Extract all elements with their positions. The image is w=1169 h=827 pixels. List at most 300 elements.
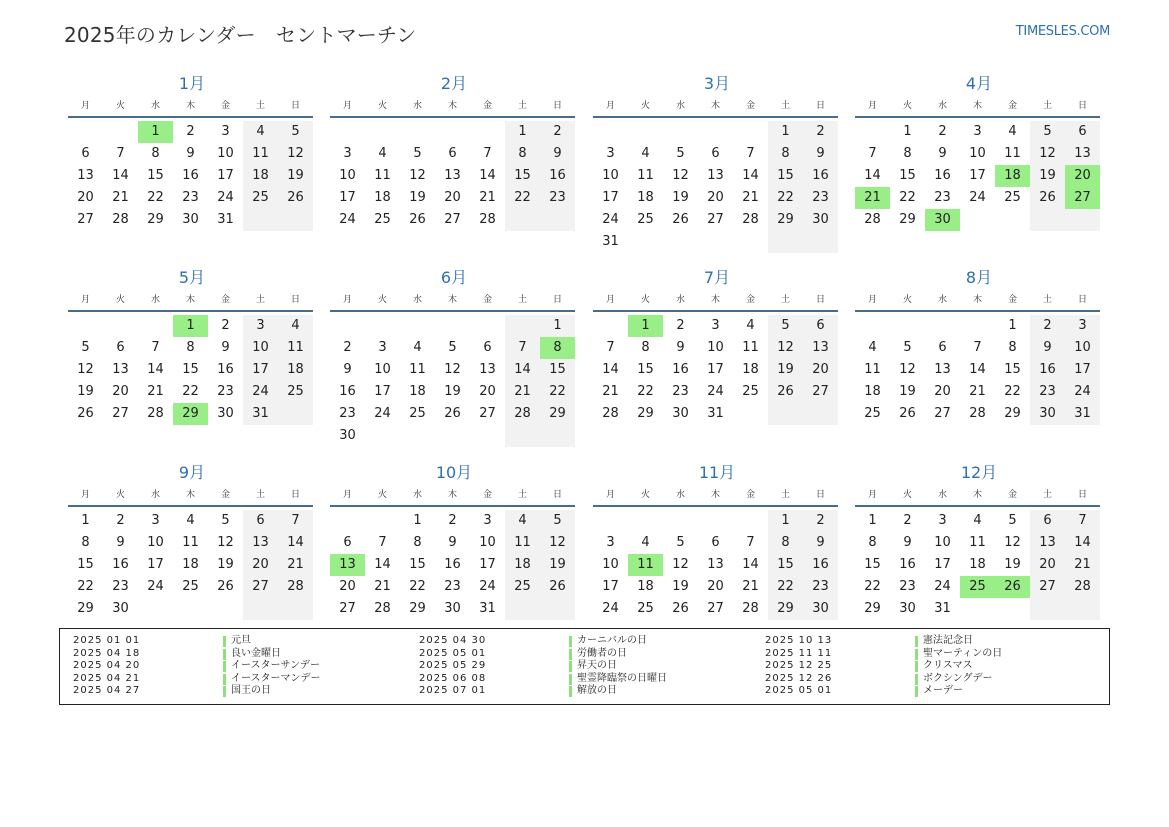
day-cell: 4 bbox=[413, 340, 422, 355]
weekday-label: 水 bbox=[150, 101, 160, 111]
weekday-header bbox=[330, 96, 575, 118]
holiday-day-cell: 25 bbox=[960, 576, 995, 598]
empty-cell bbox=[68, 315, 103, 337]
day-cell: 25 bbox=[505, 576, 540, 598]
day-cell: 14 bbox=[147, 362, 164, 377]
day-cell: 8 bbox=[768, 532, 803, 554]
day-cell: 16 bbox=[1030, 359, 1065, 381]
day-cell: 18 bbox=[278, 359, 313, 381]
weekday-header bbox=[855, 96, 1100, 118]
day-cell: 4 bbox=[505, 510, 540, 532]
weekday-header bbox=[855, 290, 1100, 312]
weekday-label: 土 bbox=[255, 490, 265, 500]
day-cell: 19 bbox=[1004, 557, 1021, 572]
day-cell: 16 bbox=[672, 362, 689, 377]
weekday-label: 日 bbox=[552, 101, 562, 111]
weekday-label: 日 bbox=[552, 295, 562, 305]
day-cell: 7 bbox=[868, 146, 877, 161]
day-cell: 25 bbox=[864, 406, 881, 421]
day-cell: 10 bbox=[243, 337, 278, 359]
day-cell: 23 bbox=[540, 187, 575, 209]
weekday-label: 月 bbox=[867, 295, 877, 305]
day-cell: 15 bbox=[768, 554, 803, 576]
day-cell: 30 bbox=[217, 406, 234, 421]
day-cell: 8 bbox=[768, 143, 803, 165]
day-cell: 30 bbox=[444, 601, 461, 616]
day-cell: 12 bbox=[1004, 535, 1021, 550]
day-cell: 14 bbox=[112, 168, 129, 183]
day-cell: 15 bbox=[182, 362, 199, 377]
day-cell: 5 bbox=[1030, 121, 1065, 143]
legend-row bbox=[765, 660, 1002, 673]
day-cell: 30 bbox=[803, 209, 838, 231]
day-cell: 12 bbox=[1030, 143, 1065, 165]
empty-cell bbox=[540, 425, 575, 447]
day-cell: 20 bbox=[1030, 554, 1065, 576]
holiday-marker bbox=[223, 636, 226, 647]
month-calendar bbox=[68, 72, 313, 231]
day-cell: 26 bbox=[768, 381, 803, 403]
day-cell: 20 bbox=[803, 359, 838, 381]
weekday-label: 日 bbox=[552, 490, 562, 500]
day-cell: 10 bbox=[1065, 337, 1100, 359]
day-cell: 29 bbox=[1004, 406, 1021, 421]
holiday-marker bbox=[915, 661, 918, 672]
empty-cell bbox=[663, 231, 698, 253]
day-cell: 23 bbox=[899, 579, 916, 594]
empty-cell bbox=[365, 425, 400, 447]
empty-cell bbox=[890, 315, 925, 337]
day-cell: 28 bbox=[742, 212, 759, 227]
weekday-label: 木 bbox=[710, 295, 720, 305]
holiday-legend bbox=[59, 628, 1110, 705]
weekday-label: 金 bbox=[482, 101, 492, 111]
day-cell: 13 bbox=[77, 168, 94, 183]
day-cell: 7 bbox=[746, 535, 755, 550]
weekday-label: 木 bbox=[185, 295, 195, 305]
month-calendar bbox=[593, 72, 838, 253]
day-cell: 9 bbox=[938, 146, 947, 161]
day-cell: 29 bbox=[77, 601, 94, 616]
day-cell: 25 bbox=[637, 601, 654, 616]
empty-cell bbox=[278, 598, 313, 620]
day-cell: 1 bbox=[903, 124, 912, 139]
empty-cell bbox=[593, 510, 628, 532]
empty-cell bbox=[540, 598, 575, 620]
day-cell: 13 bbox=[1030, 532, 1065, 554]
holiday-day-cell: 26 bbox=[995, 576, 1030, 598]
day-cell: 16 bbox=[540, 165, 575, 187]
day-cell: 13 bbox=[934, 362, 951, 377]
weekday-label: 火 bbox=[902, 101, 912, 111]
day-cell: 26 bbox=[672, 601, 689, 616]
day-cell: 30 bbox=[112, 601, 129, 616]
day-cell: 2 bbox=[221, 318, 230, 333]
day-cell: 2 bbox=[540, 121, 575, 143]
weekday-label: 土 bbox=[517, 295, 527, 305]
day-cell: 13 bbox=[707, 168, 724, 183]
month-name: 6月 bbox=[440, 268, 468, 287]
day-cell: 14 bbox=[374, 557, 391, 572]
day-cell: 30 bbox=[182, 212, 199, 227]
weekday-header bbox=[593, 290, 838, 312]
day-cell: 14 bbox=[479, 168, 496, 183]
weekday-label: 水 bbox=[675, 295, 685, 305]
weekday-label: 土 bbox=[1042, 295, 1052, 305]
weekday-label: 月 bbox=[342, 101, 352, 111]
day-cell: 5 bbox=[903, 340, 912, 355]
day-cell: 25 bbox=[243, 187, 278, 209]
empty-cell bbox=[278, 209, 313, 231]
day-cell: 16 bbox=[803, 554, 838, 576]
holiday-date: 2025 11 11 bbox=[765, 647, 833, 659]
empty-cell bbox=[505, 209, 540, 231]
day-cell: 3 bbox=[378, 340, 387, 355]
empty-cell bbox=[733, 510, 768, 532]
day-cell: 11 bbox=[374, 168, 391, 183]
day-cell: 19 bbox=[768, 359, 803, 381]
weekday-label: 木 bbox=[185, 101, 195, 111]
empty-cell bbox=[995, 209, 1030, 231]
day-cell: 29 bbox=[899, 212, 916, 227]
day-cell: 24 bbox=[147, 579, 164, 594]
day-cell: 4 bbox=[973, 513, 982, 528]
empty-cell bbox=[995, 598, 1030, 620]
day-cell: 6 bbox=[243, 510, 278, 532]
day-cell: 29 bbox=[147, 212, 164, 227]
holiday-day-cell: 1 bbox=[138, 121, 173, 143]
day-cell: 6 bbox=[483, 340, 492, 355]
day-cell: 27 bbox=[934, 406, 951, 421]
day-cell: 19 bbox=[409, 190, 426, 205]
day-cell: 2 bbox=[1030, 315, 1065, 337]
day-cell: 30 bbox=[672, 406, 689, 421]
day-cell: 12 bbox=[278, 143, 313, 165]
day-cell: 1 bbox=[1008, 318, 1017, 333]
day-cell: 6 bbox=[711, 535, 720, 550]
weekday-label: 日 bbox=[815, 490, 825, 500]
day-cell: 30 bbox=[899, 601, 916, 616]
weekday-label: 水 bbox=[675, 101, 685, 111]
legend-column bbox=[419, 635, 667, 698]
weekday-label: 木 bbox=[972, 101, 982, 111]
holiday-marker bbox=[569, 649, 572, 660]
legend-row bbox=[73, 635, 321, 648]
weekday-label: 火 bbox=[902, 490, 912, 500]
empty-cell bbox=[768, 403, 803, 425]
day-cell: 26 bbox=[444, 406, 461, 421]
day-cell: 25 bbox=[278, 381, 313, 403]
weekday-header bbox=[68, 96, 313, 118]
empty-cell bbox=[628, 121, 663, 143]
holiday-name: ボクシングデー bbox=[923, 672, 993, 684]
empty-cell bbox=[470, 121, 505, 143]
day-cell: 22 bbox=[864, 579, 881, 594]
day-cell: 13 bbox=[243, 532, 278, 554]
page-title: 2025年のカレンダー セントマーチン bbox=[64, 23, 417, 47]
day-cell: 28 bbox=[278, 576, 313, 598]
empty-cell bbox=[330, 510, 365, 532]
day-cell: 26 bbox=[540, 576, 575, 598]
day-cell: 2 bbox=[803, 510, 838, 532]
day-cell: 4 bbox=[641, 535, 650, 550]
weekday-label: 土 bbox=[255, 101, 265, 111]
weekday-header bbox=[593, 96, 838, 118]
empty-cell bbox=[698, 510, 733, 532]
holiday-name: 聖マーティンの日 bbox=[923, 647, 1003, 659]
weekday-label: 木 bbox=[447, 490, 457, 500]
weekday-label: 水 bbox=[150, 295, 160, 305]
day-grid bbox=[593, 121, 838, 253]
day-cell: 15 bbox=[505, 165, 540, 187]
day-cell: 30 bbox=[1030, 403, 1065, 425]
day-cell: 28 bbox=[505, 403, 540, 425]
day-cell: 4 bbox=[243, 121, 278, 143]
month-calendar bbox=[593, 266, 838, 425]
day-cell: 19 bbox=[77, 384, 94, 399]
empty-cell bbox=[103, 315, 138, 337]
weekday-label: 日 bbox=[290, 295, 300, 305]
month-calendar bbox=[855, 461, 1100, 620]
weekday-label: 火 bbox=[377, 490, 387, 500]
day-cell: 28 bbox=[147, 406, 164, 421]
day-cell: 15 bbox=[899, 168, 916, 183]
legend-column bbox=[765, 635, 1002, 698]
holiday-marker bbox=[223, 661, 226, 672]
day-cell: 9 bbox=[803, 532, 838, 554]
legend-row bbox=[765, 685, 1002, 698]
day-grid bbox=[330, 315, 575, 447]
weekday-label: 土 bbox=[780, 490, 790, 500]
day-cell: 20 bbox=[444, 190, 461, 205]
day-cell: 6 bbox=[343, 535, 352, 550]
day-cell: 9 bbox=[221, 340, 230, 355]
day-cell: 8 bbox=[903, 146, 912, 161]
legend-row bbox=[73, 685, 321, 698]
day-cell: 28 bbox=[479, 212, 496, 227]
month-calendar bbox=[855, 266, 1100, 425]
weekday-label: 水 bbox=[937, 295, 947, 305]
holiday-marker bbox=[223, 674, 226, 685]
day-cell: 27 bbox=[444, 212, 461, 227]
day-cell: 3 bbox=[151, 513, 160, 528]
empty-cell bbox=[400, 425, 435, 447]
day-cell: 15 bbox=[147, 168, 164, 183]
day-cell: 26 bbox=[672, 212, 689, 227]
month-name: 10月 bbox=[435, 463, 473, 482]
site-logo[interactable]: TIMESLES.COM bbox=[1015, 24, 1110, 39]
day-cell: 29 bbox=[768, 209, 803, 231]
day-cell: 21 bbox=[374, 579, 391, 594]
month-name: 1月 bbox=[178, 74, 206, 93]
day-cell: 26 bbox=[278, 187, 313, 209]
holiday-marker bbox=[223, 649, 226, 660]
weekday-label: 水 bbox=[412, 101, 422, 111]
day-cell: 31 bbox=[479, 601, 496, 616]
weekday-label: 火 bbox=[377, 295, 387, 305]
day-cell: 10 bbox=[374, 362, 391, 377]
legend-row bbox=[419, 635, 667, 648]
day-cell: 17 bbox=[147, 557, 164, 572]
holiday-date: 2025 06 08 bbox=[419, 672, 487, 684]
day-cell: 14 bbox=[1065, 532, 1100, 554]
legend-row bbox=[765, 648, 1002, 661]
day-cell: 23 bbox=[803, 187, 838, 209]
day-cell: 28 bbox=[1065, 576, 1100, 598]
day-cell: 7 bbox=[116, 146, 125, 161]
day-cell: 27 bbox=[77, 212, 94, 227]
empty-cell bbox=[960, 598, 995, 620]
month-name: 9月 bbox=[178, 463, 206, 482]
empty-cell bbox=[628, 510, 663, 532]
day-cell: 27 bbox=[112, 406, 129, 421]
day-cell: 29 bbox=[540, 403, 575, 425]
weekday-label: 火 bbox=[377, 101, 387, 111]
day-cell: 9 bbox=[540, 143, 575, 165]
month-name: 12月 bbox=[960, 463, 998, 482]
day-cell: 8 bbox=[868, 535, 877, 550]
day-cell: 9 bbox=[448, 535, 457, 550]
holiday-marker bbox=[569, 636, 572, 647]
day-cell: 20 bbox=[243, 554, 278, 576]
holiday-date: 2025 05 29 bbox=[419, 660, 487, 671]
day-cell: 24 bbox=[1065, 381, 1100, 403]
day-cell: 18 bbox=[243, 165, 278, 187]
day-cell: 17 bbox=[934, 557, 951, 572]
weekday-header bbox=[68, 290, 313, 312]
day-cell: 10 bbox=[217, 146, 234, 161]
day-cell: 26 bbox=[217, 579, 234, 594]
day-cell: 28 bbox=[864, 212, 881, 227]
month-calendar bbox=[855, 72, 1100, 231]
day-cell: 25 bbox=[409, 406, 426, 421]
weekday-label: 月 bbox=[605, 101, 615, 111]
day-cell: 8 bbox=[641, 340, 650, 355]
holiday-date: 2025 05 01 bbox=[765, 685, 833, 696]
day-cell: 4 bbox=[278, 315, 313, 337]
day-cell: 16 bbox=[444, 557, 461, 572]
day-cell: 19 bbox=[672, 190, 689, 205]
weekday-label: 日 bbox=[815, 101, 825, 111]
day-cell: 13 bbox=[707, 557, 724, 572]
day-cell: 22 bbox=[1004, 384, 1021, 399]
empty-cell bbox=[243, 598, 278, 620]
day-cell: 6 bbox=[116, 340, 125, 355]
holiday-date: 2025 04 21 bbox=[73, 672, 141, 684]
weekday-label: 日 bbox=[1077, 295, 1087, 305]
legend-row bbox=[73, 673, 321, 686]
day-grid bbox=[68, 121, 313, 231]
day-cell: 2 bbox=[938, 124, 947, 139]
empty-cell bbox=[540, 209, 575, 231]
day-cell: 28 bbox=[374, 601, 391, 616]
empty-cell bbox=[960, 209, 995, 231]
day-grid bbox=[855, 510, 1100, 620]
weekday-label: 日 bbox=[1077, 490, 1087, 500]
holiday-date: 2025 04 27 bbox=[73, 685, 141, 696]
day-cell: 23 bbox=[444, 579, 461, 594]
empty-cell bbox=[138, 598, 173, 620]
day-cell: 2 bbox=[676, 318, 685, 333]
day-cell: 11 bbox=[409, 362, 426, 377]
holiday-day-cell: 29 bbox=[173, 403, 208, 425]
day-cell: 15 bbox=[540, 359, 575, 381]
empty-cell bbox=[663, 510, 698, 532]
day-cell: 12 bbox=[409, 168, 426, 183]
day-cell: 7 bbox=[278, 510, 313, 532]
day-cell: 29 bbox=[409, 601, 426, 616]
weekday-label: 月 bbox=[80, 295, 90, 305]
legend-row bbox=[73, 648, 321, 661]
day-cell: 22 bbox=[77, 579, 94, 594]
empty-cell bbox=[733, 403, 768, 425]
weekday-header bbox=[593, 485, 838, 507]
day-cell: 10 bbox=[707, 340, 724, 355]
weekday-label: 金 bbox=[745, 295, 755, 305]
day-cell: 14 bbox=[278, 532, 313, 554]
day-cell: 19 bbox=[217, 557, 234, 572]
weekday-label: 日 bbox=[1077, 101, 1087, 111]
day-cell: 24 bbox=[217, 190, 234, 205]
holiday-date: 2025 04 30 bbox=[419, 635, 487, 646]
empty-cell bbox=[435, 121, 470, 143]
empty-cell bbox=[330, 315, 365, 337]
day-cell: 21 bbox=[1065, 554, 1100, 576]
day-cell: 29 bbox=[768, 598, 803, 620]
day-cell: 30 bbox=[339, 428, 356, 443]
day-cell: 18 bbox=[637, 190, 654, 205]
weekday-label: 月 bbox=[342, 490, 352, 500]
empty-cell bbox=[365, 315, 400, 337]
day-cell: 6 bbox=[1030, 510, 1065, 532]
day-cell: 14 bbox=[505, 359, 540, 381]
day-cell: 2 bbox=[803, 121, 838, 143]
day-cell: 15 bbox=[768, 165, 803, 187]
holiday-name: 国王の日 bbox=[231, 685, 271, 696]
weekday-header bbox=[855, 485, 1100, 507]
day-cell: 16 bbox=[217, 362, 234, 377]
day-cell: 5 bbox=[448, 340, 457, 355]
holiday-day-cell: 13 bbox=[330, 554, 365, 576]
day-cell: 11 bbox=[742, 340, 759, 355]
day-cell: 24 bbox=[602, 212, 619, 227]
holiday-name: カーニバルの日 bbox=[577, 635, 647, 646]
day-cell: 22 bbox=[505, 187, 540, 209]
empty-cell bbox=[173, 598, 208, 620]
day-cell: 10 bbox=[479, 535, 496, 550]
day-cell: 31 bbox=[707, 406, 724, 421]
month-calendar bbox=[68, 266, 313, 425]
day-cell: 20 bbox=[77, 190, 94, 205]
day-grid bbox=[593, 315, 838, 425]
day-cell: 3 bbox=[606, 146, 615, 161]
day-cell: 31 bbox=[1065, 403, 1100, 425]
month-calendar bbox=[68, 461, 313, 620]
holiday-day-cell: 8 bbox=[540, 337, 575, 359]
day-cell: 22 bbox=[182, 384, 199, 399]
weekday-label: 水 bbox=[937, 490, 947, 500]
empty-cell bbox=[698, 121, 733, 143]
day-cell: 18 bbox=[969, 557, 986, 572]
day-cell: 13 bbox=[112, 362, 129, 377]
day-cell: 20 bbox=[112, 384, 129, 399]
legend-column bbox=[73, 635, 321, 698]
holiday-date: 2025 01 01 bbox=[73, 635, 141, 646]
day-cell: 10 bbox=[602, 557, 619, 572]
legend-row bbox=[419, 685, 667, 698]
day-cell: 20 bbox=[339, 579, 356, 594]
day-cell: 3 bbox=[483, 513, 492, 528]
